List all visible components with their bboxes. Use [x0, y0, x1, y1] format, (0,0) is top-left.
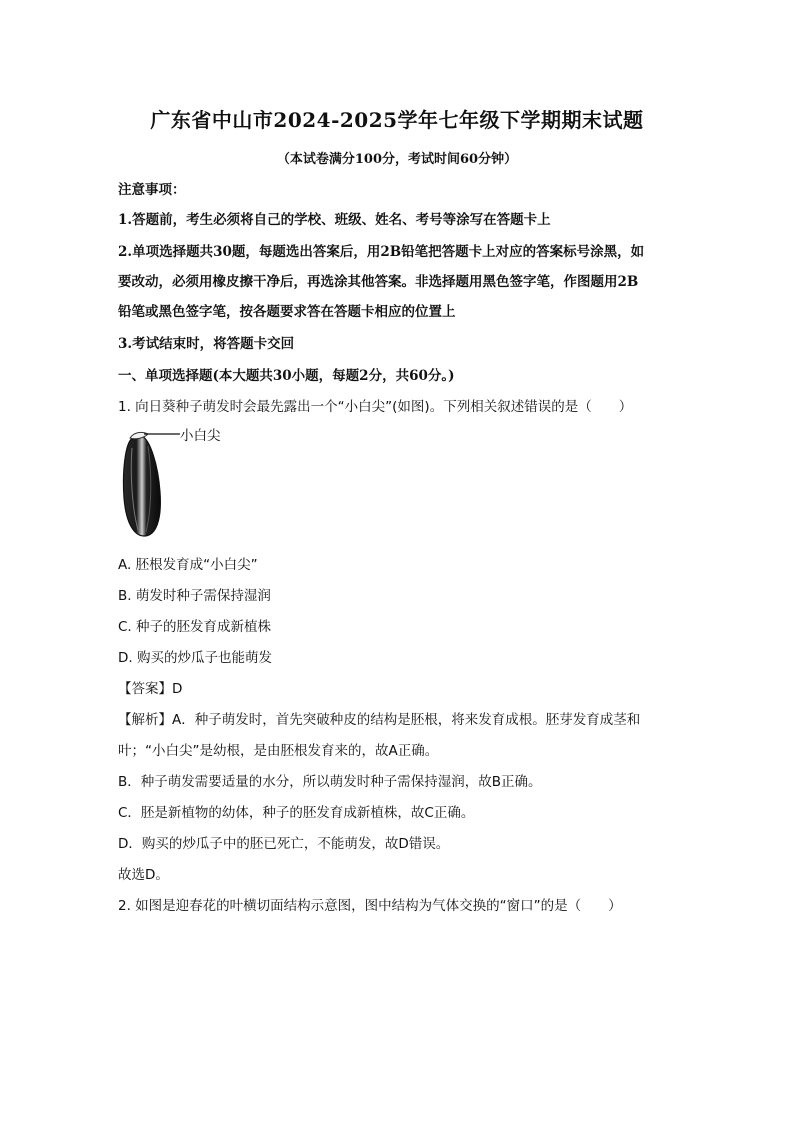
- notes-heading: 注意事项：: [118, 182, 186, 198]
- notes-item-2-line-2: 要改动，必须用橡皮擦干净后，再选涂其他答案。非选择题用黑色签字笔，作图题用2B: [118, 274, 639, 290]
- question-1-option-c: C. 种子的胚发育成新植株: [118, 619, 272, 635]
- question-1-option-b: B. 萌发时种子需保持湿润: [118, 588, 271, 604]
- figure-label-xiaobaijian: 小白尖: [180, 428, 221, 444]
- question-2-stem: 2. 如图是迎春花的叶横切面结构示意图，图中结构为气体交换的“窗口”的是（ ）: [118, 898, 622, 914]
- notes-item-3: 3.考试结束时，将答题卡交回: [118, 336, 295, 352]
- question-1-option-d: D. 购买的炒瓜子也能萌发: [118, 650, 272, 666]
- question-1-analysis-line-2: 叶；“小白尖”是幼根，是由胚根发育来的，故A正确。: [118, 743, 439, 759]
- notes-item-2-line-3: 铅笔或黑色签字笔，按各题要求答在答题卡相应的位置上: [118, 304, 456, 320]
- question-1-analysis-line-1: 【解析】A．种子萌发时，首先突破种皮的结构是胚根，将来发育成根。胚芽发育成茎和: [118, 712, 641, 728]
- question-1-conclusion: 故选D。: [118, 867, 169, 883]
- question-1-analysis-c: C．胚是新植物的幼体，种子的胚发育成新植株，故C正确。: [118, 805, 475, 821]
- question-1-answer: 【答案】D: [118, 681, 183, 697]
- notes-item-1: 1.答题前，考生必须将自己的学校、班级、姓名、考号等涂写在答题卡上: [118, 212, 551, 228]
- section-1-heading: 一、单项选择题(本大题共30小题，每题2分，共60分。): [118, 368, 455, 384]
- sunflower-seed-icon: [120, 428, 240, 540]
- question-1-analysis-b: B．种子萌发需要适量的水分，所以萌发时种子需保持湿润，故B正确。: [118, 774, 542, 790]
- question-1-analysis-d: D．购买的炒瓜子中的胚已死亡，不能萌发，故D错误。: [118, 836, 450, 852]
- sunflower-seed-figure: [120, 428, 240, 540]
- page-title: 广东省中山市2024-2025学年七年级下学期期末试题: [150, 108, 644, 132]
- page-subtitle: （本试卷满分100分，考试时间60分钟）: [276, 152, 518, 167]
- notes-item-2-line-1: 2.单项选择题共30题，每题选出答案后，用2B铅笔把答题卡上对应的答案标号涂黑，如: [118, 244, 645, 260]
- question-1-option-a: A. 胚根发育成“小白尖”: [118, 557, 258, 573]
- question-1-stem: 1. 向日葵种子萌发时会最先露出一个“小白尖”(如图)。下列相关叙述错误的是（ ）: [118, 399, 633, 415]
